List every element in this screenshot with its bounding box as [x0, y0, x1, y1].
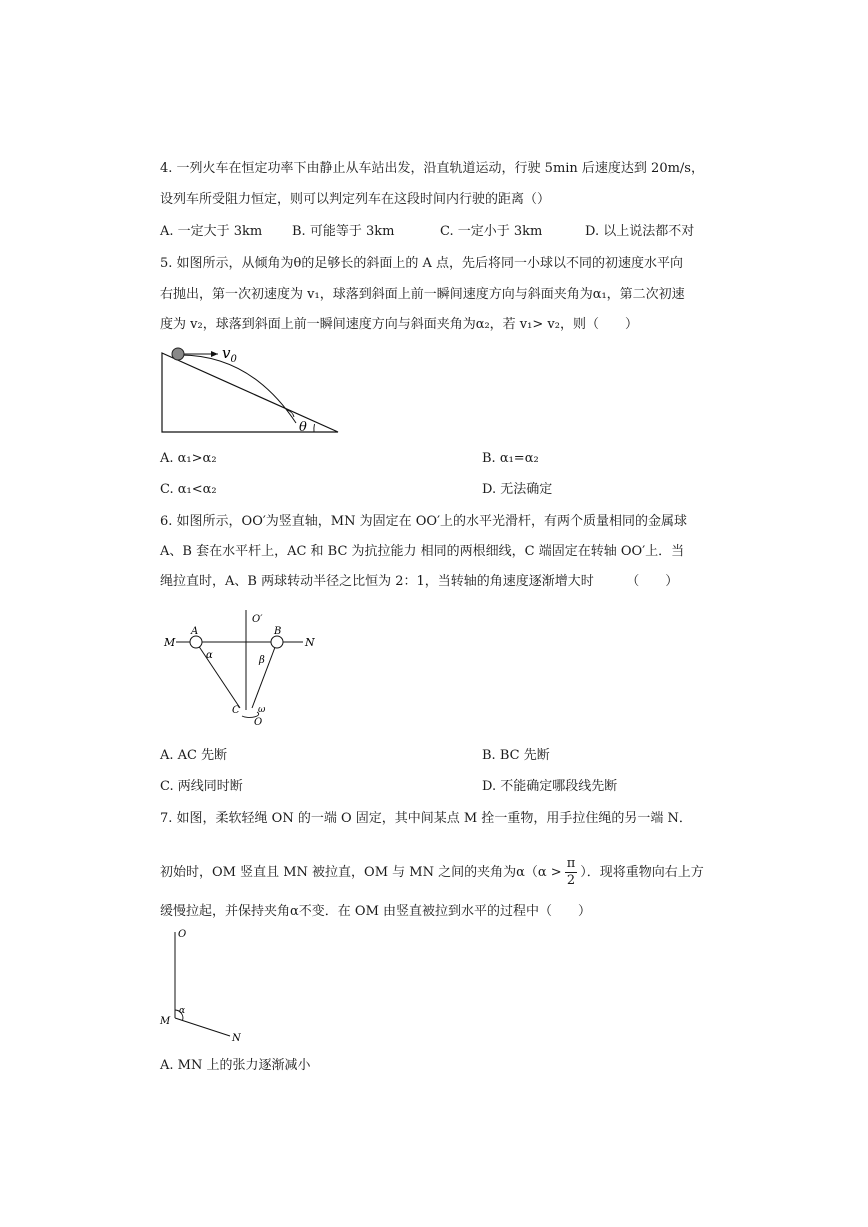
q4-text-line1: 4. 一列火车在恒定功率下由静止从车站出发，沿直轨道运动，行驶 5min 后速度达到 20m/s， — [160, 161, 704, 176]
q5-incline-figure — [156, 345, 346, 435]
label-omega: ω — [258, 705, 266, 715]
q6-text-line2: A、B 套在水平杆上，AC 和 BC 为抗拉能力 相同的两根细线，C 端固定在转轴 OO′上．当 — [160, 544, 685, 559]
q5-option-a: A. α₁>α₂ — [160, 451, 217, 466]
q4-option-a: A. 一定大于 3km — [160, 224, 263, 239]
q5-option-d: D. 无法确定 — [482, 482, 553, 497]
label-o: O — [254, 717, 263, 728]
q7-fraction-denominator: 2 — [566, 873, 576, 888]
ball — [172, 348, 184, 360]
trajectory-curve — [180, 355, 296, 423]
q5-option-b: B. α₁=α₂ — [482, 451, 539, 466]
ball-b — [271, 636, 283, 648]
incline-outline — [162, 353, 338, 432]
ball-a — [190, 636, 202, 648]
q6-option-a: A. AC 先断 — [160, 748, 228, 763]
label-a: A — [191, 626, 199, 637]
q7-option-a: A. MN 上的张力逐渐减小 — [160, 1058, 311, 1073]
q7-fraction-numerator: π — [566, 856, 576, 871]
q4-option-b: B. 可能等于 3km — [292, 224, 395, 239]
label-o: O — [178, 929, 187, 940]
q4-text-line2: 设列车所受阻力恒定，则可以判定列车在这段时间内行驶的距离（） — [160, 192, 551, 207]
label-alpha: α — [179, 1006, 186, 1016]
label-n: N — [232, 1033, 241, 1044]
q7-fraction — [565, 856, 578, 889]
q4-option-c: C. 一定小于 3km — [440, 224, 543, 239]
q6-rotating-rod-figure — [160, 608, 320, 733]
q6-text-line1: 6. 如图所示，OO′为竖直轴，MN 为固定在 OO′上的水平光滑杆，有两个质量相同的金属球 — [160, 514, 688, 529]
q5-option-c: C. α₁<α₂ — [160, 482, 217, 497]
label-alpha: α — [206, 650, 213, 661]
label-m: M — [164, 636, 176, 649]
q6-option-b: B. BC 先断 — [482, 748, 550, 763]
q7-line2-end: ）．现将重物向右上方 — [580, 865, 704, 880]
label-m: M — [160, 1016, 171, 1027]
label-n: N — [305, 636, 315, 649]
q5-text-line2: 右抛出，第一次初速度为 v₁，球落到斜面上前一瞬间速度方向与斜面夹角为α₁，第二次初速 — [160, 287, 685, 302]
label-b: B — [274, 626, 282, 637]
rope-mn — [175, 1018, 230, 1036]
q5-text-line3: 度为 v₂，球落到斜面上前一瞬间速度方向与斜面夹角为α₂，若 v₁> v₂，则（ ） — [160, 317, 638, 332]
q7-line2-start: 初始时，OM 竖直且 MN 被拉直，OM 与 MN 之间的夹角为α（α > — [160, 865, 562, 880]
string-bc — [252, 642, 277, 708]
v0-label: $v_0$ — [222, 344, 237, 365]
q7-rope-figure — [156, 928, 266, 1043]
q7-text-line2 — [160, 856, 704, 889]
velocity-arrowhead — [211, 351, 218, 357]
q6-text-line3: 绳拉直时，A、B 两球转动半径之比恒为 2：1，当转轴的角速度逐渐增大时 （ ） — [160, 574, 679, 589]
q5-text-line1: 5. 如图所示，从倾角为θ的足够长的斜面上的 A 点，先后将同一小球以不同的初速度水平向 — [160, 256, 684, 271]
q7-text-line1: 7. 如图，柔软轻绳 ON 的一端 O 固定，其中间某点 M 拴一重物，用手拉住绳的另一端 N． — [160, 811, 692, 826]
q4-option-d: D. 以上说法都不对 — [585, 224, 695, 239]
label-c: C — [232, 705, 240, 716]
q6-option-d: D. 不能确定哪段线先断 — [482, 779, 618, 794]
label-o-prime: O′ — [252, 614, 263, 625]
q6-option-c: C. 两线同时断 — [160, 779, 243, 794]
angle-arc-theta — [314, 424, 315, 432]
string-ac — [196, 642, 240, 708]
label-beta: β — [259, 655, 265, 666]
theta-label: θ — [299, 420, 307, 435]
q7-text-line3: 缓慢拉起，并保持夹角α不变．在 OM 由竖直被拉到水平的过程中（ ） — [160, 904, 592, 919]
